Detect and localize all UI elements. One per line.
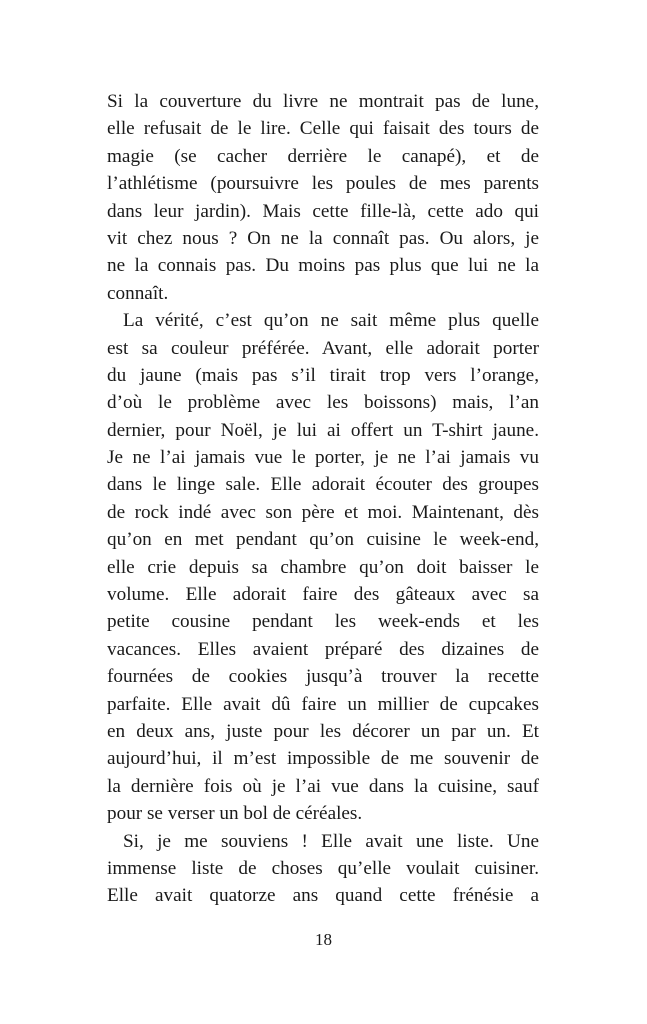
- text-line: immense liste de choses qu’elle voulait cuisiner.: [107, 857, 539, 879]
- text-line: ne la connais pas. Du moins pas plus que lui ne la: [107, 255, 539, 277]
- text-line: est sa couleur préférée. Avant, elle adorait porter: [107, 337, 539, 359]
- text-line: petite cousine pendant les week-ends et les: [107, 611, 539, 633]
- text-line: du jaune (mais pas s’il tirait trop vers l’orange,: [107, 364, 539, 386]
- paragraph-1: [107, 88, 539, 307]
- text-line: vit chez nous ? On ne la connaît pas. Ou alors, je: [107, 227, 539, 249]
- text-line: parfaite. Elle avait dû faire un millier de cupcakes: [107, 693, 539, 715]
- text-line: l’athlétisme (poursuivre les poules de mes parents: [107, 173, 539, 195]
- text-line: pour se verser un bol de céréales.: [107, 803, 363, 825]
- text-line: connaît.: [107, 282, 169, 304]
- text-line: Je ne l’ai jamais vue le porter, je ne l’ai jamais vu: [107, 447, 539, 469]
- paragraph-2: [107, 307, 539, 827]
- page-body: [107, 88, 539, 910]
- text-line: aujourd’hui, il m’est impossible de me souvenir de: [107, 748, 539, 770]
- text-line: Elle avait quatorze ans quand cette frénésie a: [107, 885, 539, 907]
- text-line: fournées de cookies jusqu’à trouver la recette: [107, 666, 539, 688]
- text-line: la dernière fois où je l’ai vue dans la cuisine, sauf: [107, 775, 539, 797]
- text-line: dernier, pour Noël, je lui ai offert un T-shirt jaune.: [107, 419, 539, 441]
- text-line: en deux ans, juste pour les décorer un par un. Et: [107, 720, 539, 742]
- text-line: magie (se cacher derrière le canapé), et de: [107, 145, 539, 167]
- text-line: Si, je me souviens ! Elle avait une liste. Une: [123, 830, 539, 852]
- text-line: elle refusait de le lire. Celle qui faisait des tours de: [107, 118, 539, 140]
- text-line: elle crie depuis sa chambre qu’on doit baisser le: [107, 556, 539, 578]
- paragraph-3: [107, 828, 539, 910]
- text-line: dans leur jardin). Mais cette fille-là, cette ado qui: [107, 200, 539, 222]
- text-line: Si la couverture du livre ne montrait pas de lune,: [107, 91, 539, 112]
- page-number: 18: [315, 930, 332, 949]
- text-line: de rock indé avec son père et moi. Maintenant, dès: [107, 501, 539, 523]
- text-line: volume. Elle adorait faire des gâteaux avec sa: [107, 584, 539, 606]
- text-line: d’où le problème avec les boissons) mais, l’an: [107, 392, 539, 414]
- text-line: dans le linge sale. Elle adorait écouter des groupes: [107, 474, 539, 496]
- text-line: La vérité, c’est qu’on ne sait même plus quelle: [123, 310, 539, 332]
- text-line: vacances. Elles avaient préparé des dizaines de: [107, 638, 539, 660]
- text-line: qu’on en met pendant qu’on cuisine le week-end,: [107, 529, 539, 551]
